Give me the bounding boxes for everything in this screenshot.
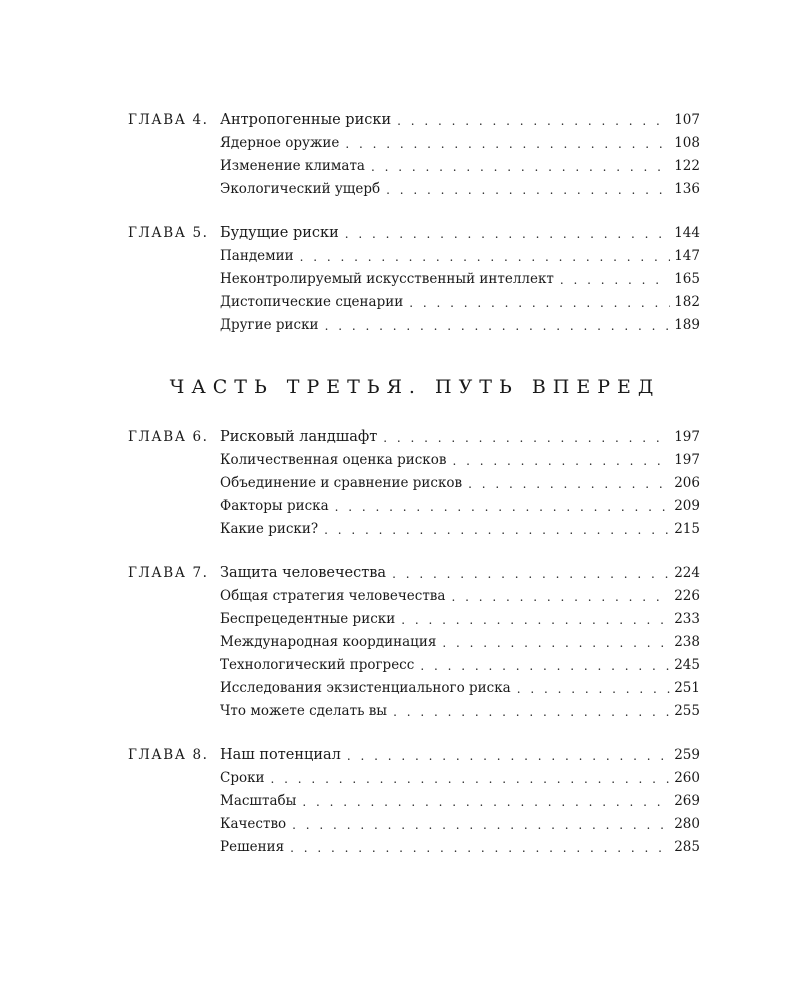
page-number: 251 — [670, 678, 700, 698]
dot-leader — [442, 634, 670, 652]
section-entry[interactable] — [220, 496, 700, 516]
dot-leader — [517, 680, 671, 698]
page-number: 108 — [670, 133, 700, 153]
section-title: Объединение и сравнение рисков — [220, 473, 468, 493]
chapter-number: ГЛАВА 4. — [128, 112, 209, 128]
section-title: Международная координация — [220, 632, 442, 652]
section-entry[interactable] — [220, 179, 700, 199]
chapter-title: Защита человечества — [220, 563, 392, 583]
chapter-entry[interactable] — [220, 563, 700, 583]
chapter-title: Наш потенциал — [220, 745, 347, 765]
page-number: 136 — [670, 179, 700, 199]
section-title: Беспрецедентные риски — [220, 609, 401, 629]
dot-leader — [335, 498, 671, 516]
page-number: 280 — [670, 814, 700, 834]
dot-leader — [468, 475, 670, 493]
page-number: 259 — [670, 745, 700, 765]
section-title: Факторы риска — [220, 496, 335, 516]
dot-leader — [392, 565, 670, 583]
dot-leader — [393, 703, 670, 721]
chapter-title: Антропогенные риски — [220, 110, 397, 130]
chapter-entry[interactable] — [220, 745, 700, 765]
page-number: 285 — [670, 837, 700, 857]
chapter-number: ГЛАВА 7. — [128, 565, 209, 581]
chapter-entry[interactable] — [220, 223, 700, 243]
page-number: 255 — [670, 701, 700, 721]
dot-leader — [397, 112, 670, 130]
section-entry[interactable] — [220, 133, 700, 153]
dot-leader — [371, 158, 670, 176]
section-title: Изменение климата — [220, 156, 371, 176]
dot-leader — [271, 770, 671, 788]
section-entry[interactable] — [220, 246, 700, 266]
chapter-title: Будущие риски — [220, 223, 345, 243]
section-title: Пандемии — [220, 246, 300, 266]
page-number: 144 — [670, 223, 700, 243]
chapter-number: ГЛАВА 5. — [128, 225, 209, 241]
page-number: 206 — [670, 473, 700, 493]
section-entry[interactable] — [220, 292, 700, 312]
page-number: 107 — [670, 110, 700, 130]
section-title: Количественная оценка рисков — [220, 450, 452, 470]
section-entry[interactable] — [220, 678, 700, 698]
chapter-entry[interactable] — [220, 427, 700, 447]
section-title: Общая стратегия человечества — [220, 586, 451, 606]
section-title: Качество — [220, 814, 292, 834]
dot-leader — [452, 452, 670, 470]
section-title: Другие риски — [220, 315, 325, 335]
page-number: 209 — [670, 496, 700, 516]
section-title: Неконтролируемый искусственный интеллект — [220, 269, 560, 289]
dot-leader — [290, 839, 670, 857]
dot-leader — [386, 181, 670, 199]
section-title: Экологический ущерб — [220, 179, 386, 199]
page-number: 197 — [670, 450, 700, 470]
page-number: 269 — [670, 791, 700, 811]
page-number: 245 — [670, 655, 700, 675]
chapter-number: ГЛАВА 6. — [128, 429, 209, 445]
section-entry[interactable] — [220, 519, 700, 539]
dot-leader — [560, 271, 670, 289]
page-number: 182 — [670, 292, 700, 312]
section-title: Сроки — [220, 768, 271, 788]
section-title: Исследования экзистенциального риска — [220, 678, 517, 698]
dot-leader — [401, 611, 670, 629]
page-number: 122 — [670, 156, 700, 176]
page-number: 147 — [670, 246, 700, 266]
dot-leader — [409, 294, 670, 312]
dot-leader — [420, 657, 670, 675]
section-entry[interactable] — [220, 632, 700, 652]
section-entry[interactable] — [220, 269, 700, 289]
section-entry[interactable] — [220, 814, 700, 834]
section-entry[interactable] — [220, 450, 700, 470]
section-title: Масштабы — [220, 791, 302, 811]
section-title: Технологический прогресс — [220, 655, 420, 675]
page-number: 224 — [670, 563, 700, 583]
page-number: 189 — [670, 315, 700, 335]
dot-leader — [347, 747, 670, 765]
section-entry[interactable] — [220, 586, 700, 606]
page-number: 260 — [670, 768, 700, 788]
dot-leader — [292, 816, 670, 834]
section-title: Какие риски? — [220, 519, 324, 539]
dot-leader — [345, 225, 670, 243]
section-entry[interactable] — [220, 837, 700, 857]
chapter-title: Рисковый ландшафт — [220, 427, 383, 447]
page-number: 197 — [670, 427, 700, 447]
dot-leader — [300, 248, 671, 266]
dot-leader — [302, 793, 670, 811]
dot-leader — [383, 429, 670, 447]
section-entry[interactable] — [220, 609, 700, 629]
section-entry[interactable] — [220, 768, 700, 788]
section-entry[interactable] — [220, 655, 700, 675]
section-title: Решения — [220, 837, 290, 857]
page-number: 233 — [670, 609, 700, 629]
page-number: 226 — [670, 586, 700, 606]
page-number: 238 — [670, 632, 700, 652]
section-entry[interactable] — [220, 315, 700, 335]
section-entry[interactable] — [220, 156, 700, 176]
section-entry[interactable] — [220, 701, 700, 721]
page-number: 165 — [670, 269, 700, 289]
section-entry[interactable] — [220, 791, 700, 811]
page-number: 215 — [670, 519, 700, 539]
chapter-number: ГЛАВА 8. — [128, 747, 209, 763]
dot-leader — [345, 135, 670, 153]
section-title: Ядерное оружие — [220, 133, 345, 153]
dot-leader — [451, 588, 670, 606]
section-title: Что можете сделать вы — [220, 701, 393, 721]
dot-leader — [324, 521, 670, 539]
section-title: Дистопические сценарии — [220, 292, 409, 312]
dot-leader — [325, 317, 671, 335]
section-entry[interactable] — [220, 473, 700, 493]
part-title: ЧАСТЬ ТРЕТЬЯ. ПУТЬ ВПЕРЕД — [169, 376, 661, 398]
chapter-entry[interactable] — [220, 110, 700, 130]
